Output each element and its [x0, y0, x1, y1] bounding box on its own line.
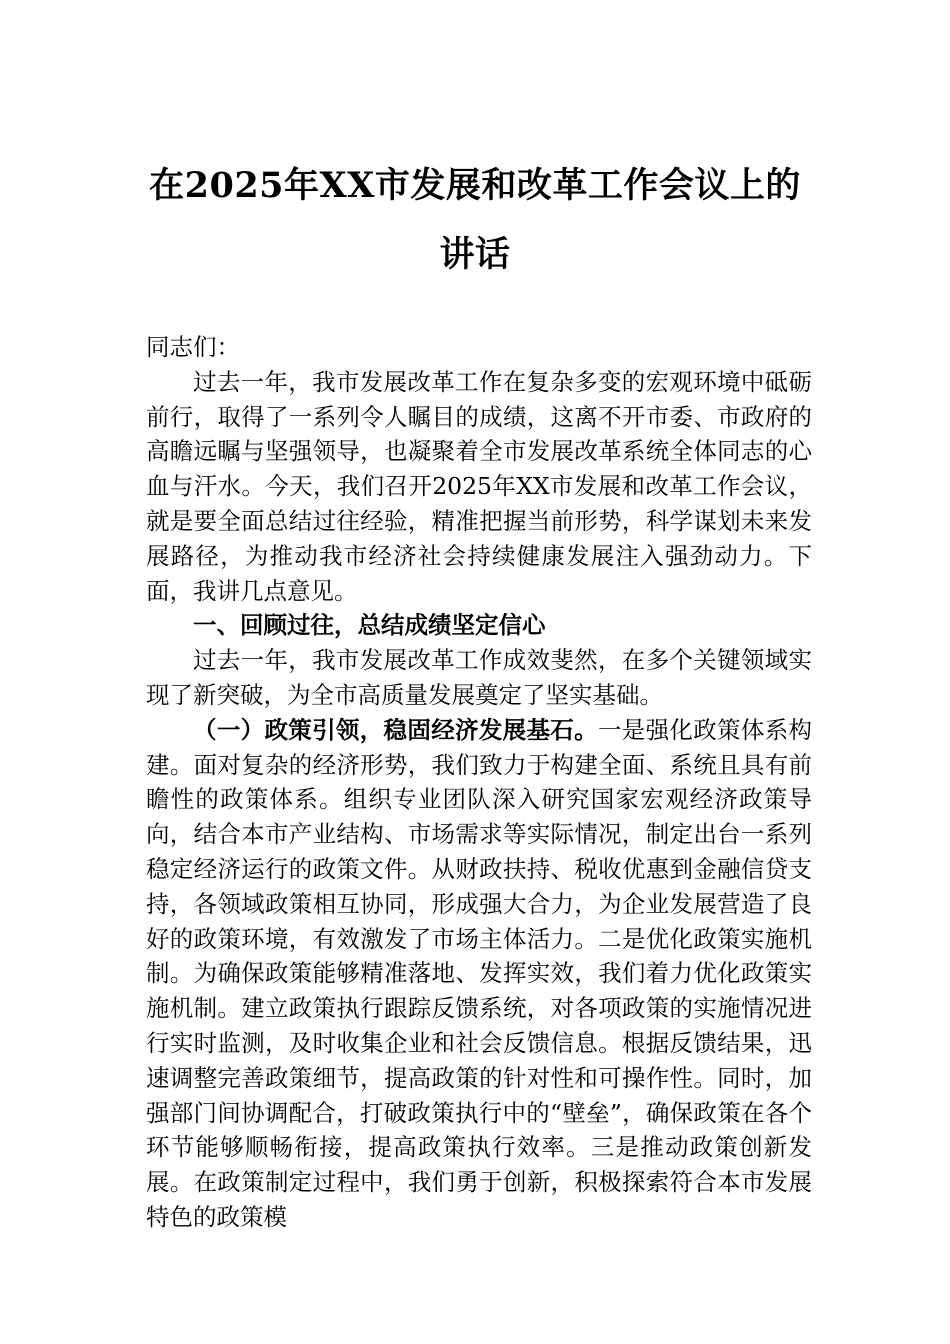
- document-title-line-1: 在2025年XX市发展和改革工作会议上的: [149, 165, 801, 206]
- subsection-1-text: 一是强化政策体系构建。面对复杂的经济形势，我们致力于构建全面、系统且具有前瞻性的政策体系。组织专业团队深入研究国家宏观经济政策导向，结合本市产业结构、市场需求等实际情况，制定出台一系列稳定经济运行的政策文件。从财政扶持、税收优惠到金融信贷支持，各领域政策相互协同，形成强大合力，为企业发展营造了良好的政策环境，有效激发了市场主体活力。二是优化政策实施机制。为确保政策能够精准落地、发挥实效，我们着力优化政策实施机制。建立政策执行跟踪反馈系统，对各项政策的实施情况进行实时监测，及时收集企业和社会反馈信息。根据反馈结果，迅速调整完善政策细节，提高政策的针对性和可操作性。同时，加强部门间协调配合，打破政策执行中的“壁垒”，确保政策在各个环节能够顺畅衔接，提高政策执行效率。三是推动政策创新发展。在政策制定过程中，我们勇于创新，积极探索符合本市发展特色的政策模: [146, 715, 813, 1231]
- subsection-heading-1: （一）政策引领，稳固经济发展基石。: [193, 715, 598, 744]
- document-body: [146, 330, 812, 1235]
- salutation: 同志们：: [146, 333, 240, 361]
- section-heading-1: 一、回顾过往，总结成绩坚定信心: [193, 611, 546, 640]
- section-1-intro-paragraph: 过去一年，我市发展改革工作成效斐然，在多个关键领域实现了新突破，为全市高质量发展奠定了坚实基础。: [146, 646, 812, 709]
- subsection-1-paragraph: [146, 713, 812, 1235]
- document-title-line-2: 讲话: [439, 234, 511, 275]
- intro-paragraph: 过去一年，我市发展改革工作在复杂多变的宏观环境中砥砺前行，取得了一系列令人瞩目的成绩，这离不开市委、市政府的高瞻远瞩与坚强领导，也凝聚着全市发展改革系统全体同志的心血与汗水。今天，我们召开2025年XX市发展和改革工作会议，就是要全面总结过往经验，精准把握当前形势，科学谋划未来发展路径，为推动我市经济社会持续健康发展注入强劲动力。下面，我讲几点意见。: [146, 367, 812, 605]
